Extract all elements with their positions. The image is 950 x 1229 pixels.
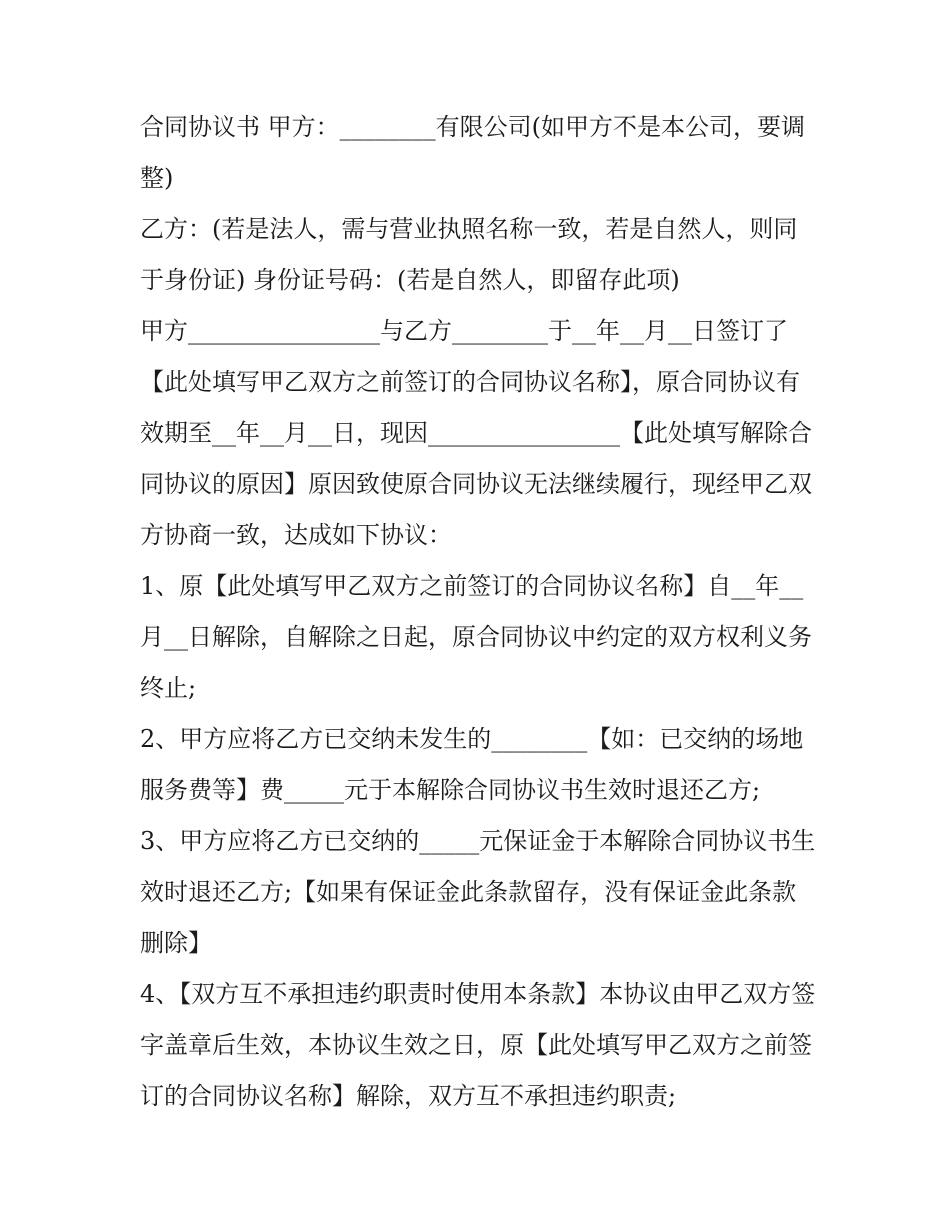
paragraph-clause-3: 3、甲方应将乙方已交纳的_____元保证金于本解除合同协议书生效时退还乙方;【如果有保证金此条款留存，没有保证金此条款删除】	[140, 827, 816, 957]
paragraph-clause-4: 4、【双方互不承担违约职责时使用本条款】本协议由甲乙双方签字盖章后生效，本协议生效之日，原【此处填写甲乙双方之前签订的合同协议名称】解除，双方互不承担违约职责;	[140, 980, 816, 1110]
paragraph-clause-1: 1、原【此处填写甲乙双方之前签订的合同协议名称】自__年__月__日解除，自解除之日起，原合同协议中约定的双方权利义务终止;	[140, 572, 812, 702]
paragraph-clause-2: 2、甲方应将乙方已交纳未发生的________【如：已交纳的场地服务费等】费_____元于本解除合同协议书生效时退还乙方;	[140, 725, 804, 804]
paragraph-parties-a: 合同协议书 甲方：________有限公司(如甲方不是本公司，要调整)	[140, 113, 805, 192]
paragraph-preamble: 甲方________________与乙方________于__年__月__日签订了【此处填写甲乙双方之前签订的合同协议名称】，原合同协议有效期至__年__月__日，现因________________【此处填写解除合同协议的原因】原因致使原合同协议无法继续履行，现经甲乙双方协商一致，达成如下协议：	[140, 317, 812, 549]
document-body	[140, 102, 820, 1122]
paragraph-parties-b: 乙方：(若是法人，需与营业执照名称一致，若是自然人，则同于身份证) 身份证号码：(若是自然人，即留存此项)	[140, 215, 798, 294]
